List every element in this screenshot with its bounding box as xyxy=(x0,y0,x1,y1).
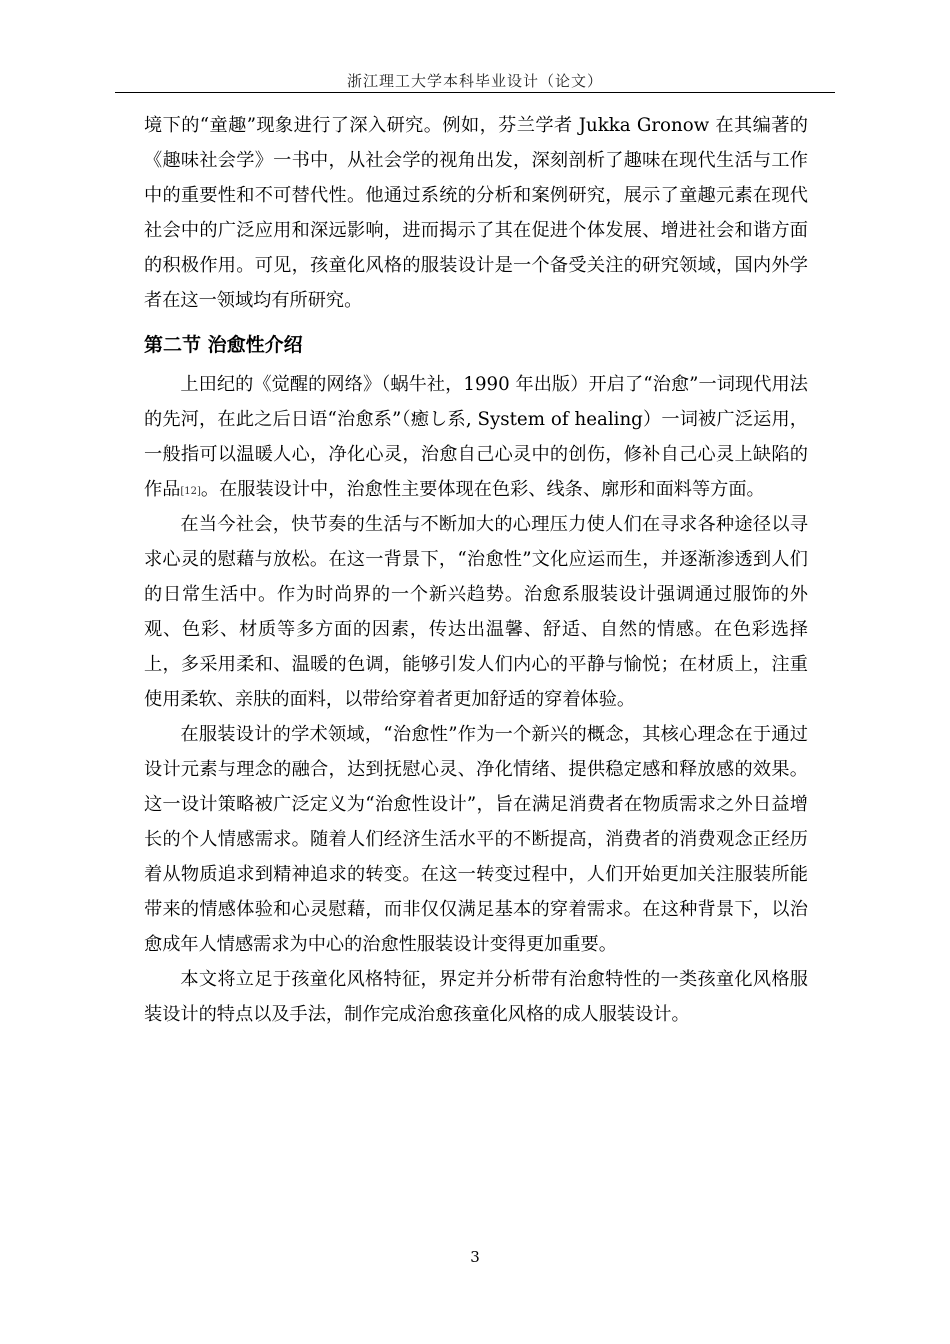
paragraph-2: 在当今社会，快节奏的生活与不断加大的心理压力使人们在寻求各种途径以寻求心灵的慰藉与放松。在这一背景下，“治愈性”文化应运而生，并逐渐渗透到人们的日常生活中。作为时尚界的一个新兴趋势。治愈系服装设计强调通过服饰的外观、色彩、材质等多方面的因素，传达出温馨、舒适、自然的情感。在色彩选择上，多采用柔和、温暖的色调，能够引发人们内心的平静与愉悦；在材质上，注重使用柔软、亲肤的面料，以带给穿着者更加舒适的穿着体验。 xyxy=(144,514,808,710)
continued-paragraph: 境下的“童趣”现象进行了深入研究。例如，芬兰学者 Jukka Gronow 在其编著的《趣味社会学》一书中，从社会学的视角出发，深刻剖析了趣味在现代生活与工作中的重要性和不可替代性。他通过系统的分析和案例研究，展示了童趣元素在现代社会中的广泛应用和深远影响，进而揭示了其在促进个体发展、增进社会和谐方面的积极作用。可见，孩童化风格的服装设计是一个备受关注的研究领域，国内外学者在这一领域均有所研究。 xyxy=(144,115,808,311)
page-number: 3 xyxy=(470,1248,480,1266)
paragraph-4: 本文将立足于孩童化风格特征，界定并分析带有治愈特性的一类孩童化风格服装设计的特点以及手法，制作完成治愈孩童化风格的成人服装设计。 xyxy=(144,969,808,1025)
paragraph-1-text-end: 。在服装设计中，治愈性主要体现在色彩、线条、廓形和面料等方面。 xyxy=(200,479,765,500)
paragraph-3: 在服装设计的学术领域，“治愈性”作为一个新兴的概念，其核心理念在于通过设计元素与理念的融合，达到抚慰心灵、净化情绪、提供稳定感和释放感的效果。这一设计策略被广泛定义为“治愈性设计”，旨在满足消费者在物质需求之外日益增长的个人情感需求。随着人们经济生活水平的不断提高，消费者的消费观念正经历着从物质追求到精神追求的转变。在这一转变过程中，人们开始更加关注服装所能带来的情感体验和心灵慰藉，而非仅仅满足基本的穿着需求。在这种背景下，以治愈成年人情感需求为中心的治愈性服装设计变得更加重要。 xyxy=(144,724,808,955)
citation-marker: [12] xyxy=(180,486,201,497)
paragraph-1 xyxy=(144,367,808,507)
paragraph-1-text: 上田纪的《觉醒的网络》（蜗牛社，1990 年出版）开启了“治愈”一词现代用法的先河，在此之后日语“治愈系”（癒し系, System of healing）一词被广泛运用，一般指可以温暖人心，净化心灵，治愈自己心灵中的创伤，修补自己心灵上缺陷的作品 xyxy=(144,374,808,500)
header-rule xyxy=(115,92,835,93)
body-text xyxy=(144,108,808,1032)
section-heading: 第二节 治愈性介绍 xyxy=(144,334,303,356)
running-header: 浙江理工大学本科毕业设计（论文） xyxy=(346,72,603,90)
